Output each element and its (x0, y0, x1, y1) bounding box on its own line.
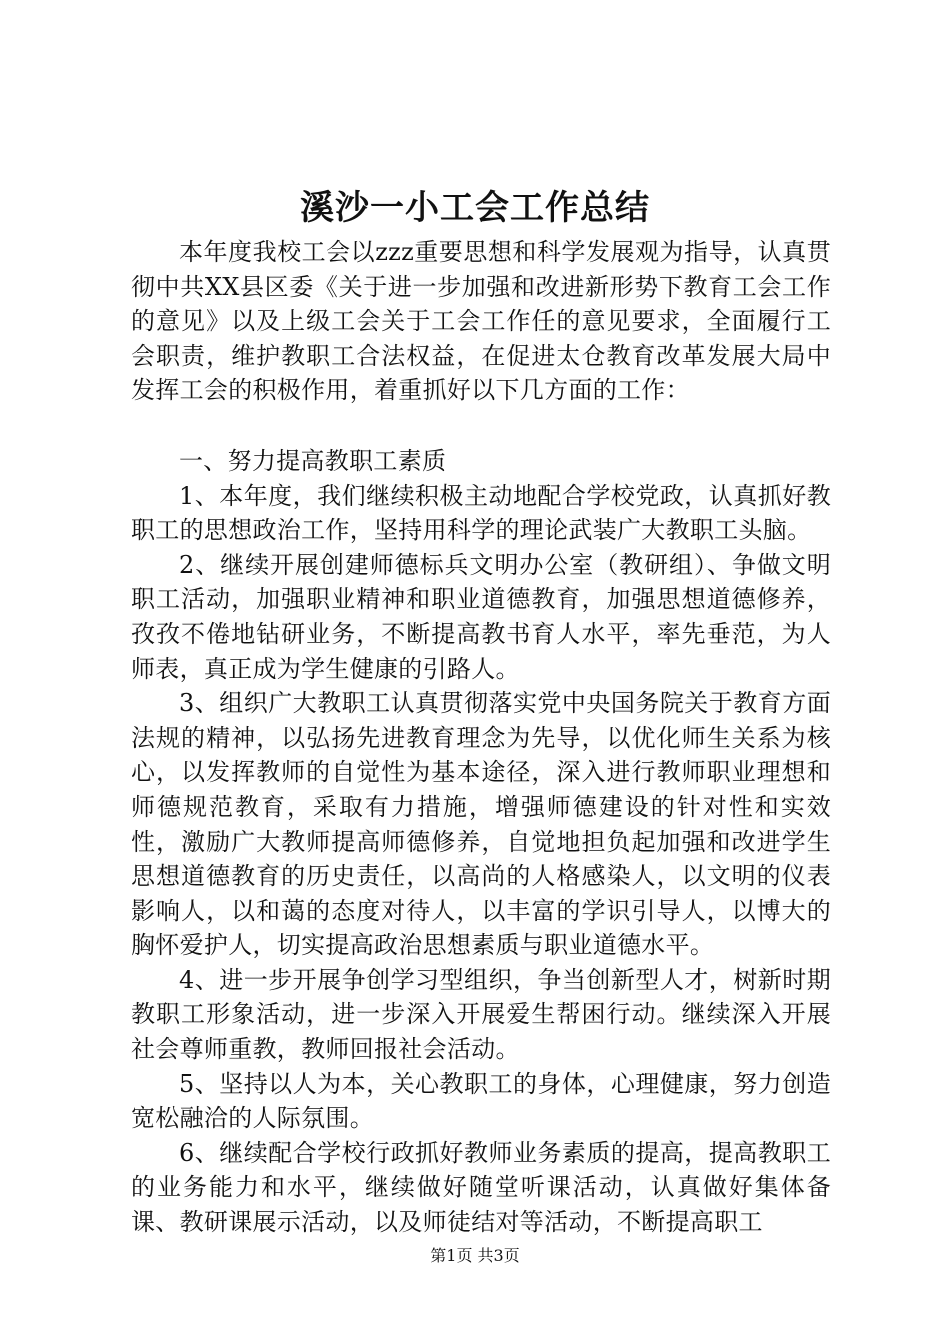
list-item: 4、进一步开展争创学习型组织，争当创新型人才，树新时期教职工形象活动，进一步深入开展爱生帮困行动。继续深入开展社会尊师重教，教师回报社会活动。 (131, 965, 831, 1064)
page-indicator: 第1页 共3页 (430, 1246, 520, 1265)
document-title: 溪沙一小工会工作总结 (300, 188, 650, 228)
intro-paragraph: 本年度我校工会以zzz重要思想和科学发展观为指导，认真贯彻中共XX县区委《关于进一步加强和改进新形势下教育工会工作的意见》以及上级工会关于工会工作任的意见要求，全面履行工会职责，维护教职工合法权益，在促进太仓教育改革发展大局中发挥工会的积极作用，着重抓好以下几方面的工作： (131, 238, 831, 405)
section-heading: 一、努力提高教职工素质 (179, 446, 447, 475)
list-item: 2、继续开展创建师德标兵文明办公室（教研组）、争做文明职工活动，加强职业精神和职业道德教育，加强思想道德修养，孜孜不倦地钻研业务，不断提高教书育人水平，率先垂范，为人师表，真正成为学生健康的引路人。 (131, 550, 831, 683)
document-body (131, 235, 831, 1240)
list-item: 6、继续配合学校行政抓好教师业务素质的提高，提高教职工的业务能力和水平，继续做好随堂听课活动，认真做好集体备课、教研课展示活动，以及师徒结对等活动，不断提高职工 (131, 1138, 831, 1237)
list-item: 3、组织广大教职工认真贯彻落实党中央国务院关于教育方面法规的精神，以弘扬先进教育理念为先导，以优化师生关系为核心，以发挥教师的自觉性为基本途径，深入进行教师职业理想和师德规范教育，采取有力措施，增强师德建设的针对性和实效性，激励广大教师提高师德修养，自觉地担负起加强和改进学生思想道德教育的历史责任，以高尚的人格感染人，以文明的仪表影响人，以和蔼的态度对待人，以丰富的学识引导人，以博大的胸怀爱护人，切实提高政治思想素质与职业道德水平。 (131, 689, 831, 960)
list-item: 5、坚持以人为本，关心教职工的身体，心理健康，努力创造宽松融洽的人际氛围。 (131, 1069, 831, 1133)
list-item: 1、本年度，我们继续积极主动地配合学校党政，认真抓好教职工的思想政治工作，坚持用科学的理论武装广大教职工头脑。 (131, 481, 831, 545)
